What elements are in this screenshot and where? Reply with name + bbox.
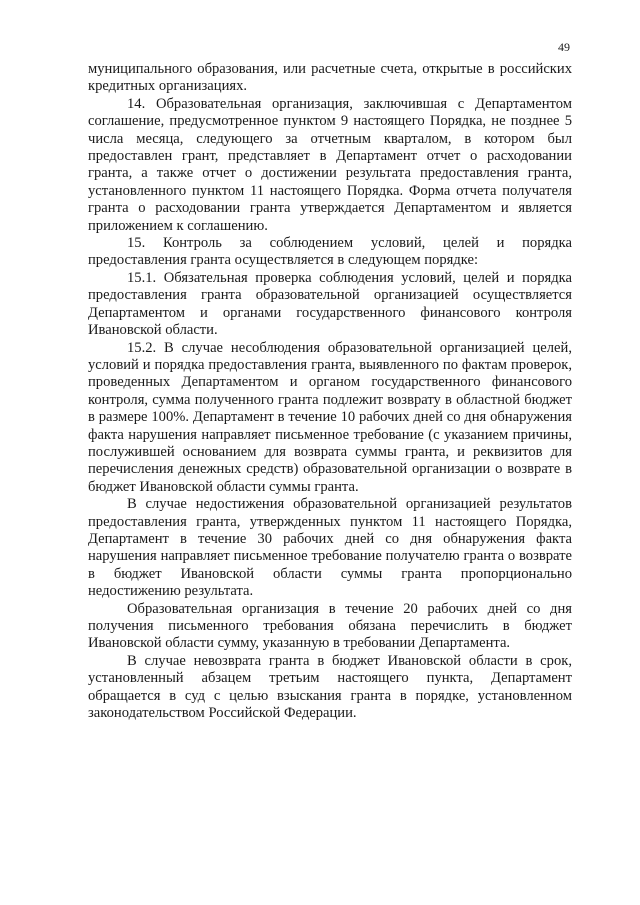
paragraph-15-control: 15. Контроль за соблюдением условий, целей и порядка предоставления гранта осуществляется в следующем порядке: bbox=[88, 235, 572, 269]
paragraph-15-2-violation: 15.2. В случае несоблюдения образовательной организацией целей, условий и порядка предоставления гранта, выявленного по фактам проверок, проведенных Департаментом и органом государственного финансового контроля, сумма полученного гранта подлежит возврату в областной бюджет в размере 100%. Департамент в течение 10 рабочих дней со дня обнаружения факта нарушения направляет письменное требование (с указанием причины, послужившей основанием для возврата суммы гранта, и реквизитов для перечисления денежных средств) образовательной организации о возврате в бюджет Ивановской области суммы гранта. bbox=[88, 339, 572, 495]
paragraph-14-report: 14. Образовательная организация, заключившая с Департаментом соглашение, предусмотренное пунктом 9 настоящего Порядка, не позднее 5 числа месяца, следующего за отчетным кварталом, в котором был предоставлен грант, представляет в Департамент отчет о расходовании гранта, а также отчет о достижении результата предоставления гранта, установленного пунктом 11 настоящего Порядка. Форма отчета получателя гранта о расходовании гранта утверждается Департаментом и является приложением к соглашению. bbox=[88, 95, 572, 234]
paragraph-non-achievement: В случае недостижения образовательной организацией результатов предоставления гранта, утвержденных пунктом 11 настоящего Порядка, Департамент в течение 30 рабочих дней со дня обнаружения факта нарушения направляет письменное требование получателю гранта о возврате в бюджет Ивановской области суммы гранта пропорционально недостижению результата. bbox=[88, 496, 572, 600]
paragraph-court-action: В случае невозврата гранта в бюджет Ивановской области в срок, установленный абзацем третьим настоящего пункта, Департамент обращается в суд с целью взыскания гранта в порядке, установленном законодательством Российской Федерации. bbox=[88, 652, 572, 722]
paragraph-refund-deadline: Образовательная организация в течение 20 рабочих дней со дня получения письменного требования обязана перечислить в бюджет Ивановской области сумму, указанную в требовании Департамента. bbox=[88, 600, 572, 652]
page-number: 49 bbox=[558, 40, 570, 54]
paragraph-continuation: муниципального образования, или расчетные счета, открытые в российских кредитных организациях. bbox=[88, 61, 572, 95]
paragraph-15-1-inspection: 15.1. Обязательная проверка соблюдения условий, целей и порядка предоставления гранта образовательной организацией осуществляется Департаментом и органами государственного финансового контроля Ивановской области. bbox=[88, 269, 572, 339]
document-body bbox=[88, 61, 572, 722]
